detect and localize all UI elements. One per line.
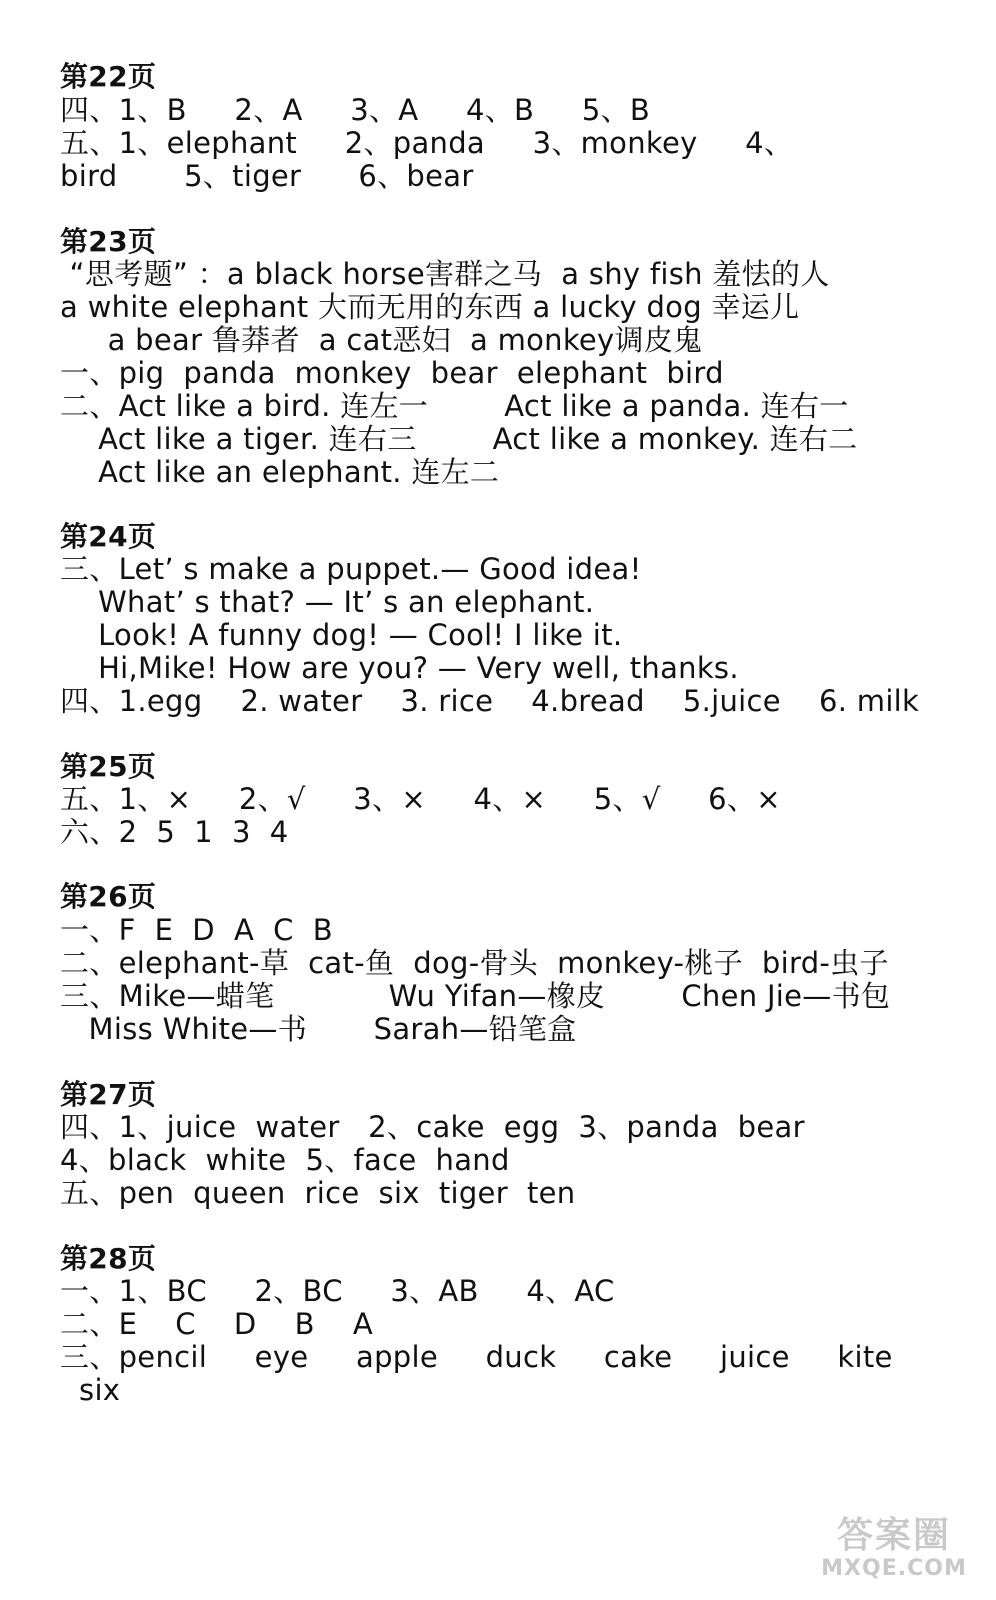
answer-line: a white elephant 大而无用的东西 a lucky dog 幸运儿 xyxy=(60,290,800,324)
answer-line: 五、pen queen rice six tiger ten xyxy=(60,1176,576,1210)
answer-line: 一、pig panda monkey bear elephant bird xyxy=(60,356,724,390)
answer-line: 二、Act like a bird. 连左一 Act like a panda. 连右一 xyxy=(60,389,849,423)
answer-line: 二、elephant-草 cat-鱼 dog-骨头 monkey-桃子 bird-虫子 xyxy=(60,946,889,980)
answer-line: “思考题” ：a black horse害群之马 a shy fish 羞怯的人 xyxy=(60,257,830,291)
answer-line: 二、E C D B A xyxy=(60,1307,374,1341)
answer-line: What’ s that? — It’ s an elephant. xyxy=(60,585,595,619)
watermark-logo-text: 答案圈 xyxy=(836,1515,951,1556)
answer-line: 三、Mike—蜡笔 Wu Yifan—橡皮 Chen Jie—书包 xyxy=(60,979,891,1013)
answer-line: bird 5、tiger 6、bear xyxy=(60,159,474,193)
answer-line: Look! A funny dog! — Cool! I like it. xyxy=(60,618,623,652)
answer-line: 三、Let’ s make a puppet.— Good idea! xyxy=(60,552,642,586)
answer-line: 4、black white 5、face hand xyxy=(60,1143,510,1177)
answer-line: Hi,Mike! How are you? — Very well, thanks. xyxy=(60,651,739,685)
answer-line: 四、1.egg 2. water 3. rice 4.bread 5.juice 6. milk xyxy=(60,684,920,718)
answer-line: 五、1、× 2、√ 3、× 4、× 5、√ 6、× xyxy=(60,782,781,816)
section-heading: 第28页 xyxy=(60,1242,157,1275)
answer-line: Act like a tiger. 连右三 Act like a monkey. 连右二 xyxy=(60,422,858,456)
answer-line: 四、1、B 2、A 3、A 4、B 5、B xyxy=(60,93,651,127)
answer-line: Act like an elephant. 连左二 xyxy=(60,455,500,489)
answer-line: Miss White—书 Sarah—铅笔盒 xyxy=(60,1012,577,1046)
answer-line: 一、1、BC 2、BC 3、AB 4、AC xyxy=(60,1274,615,1308)
answer-line: 六、2 5 1 3 4 xyxy=(60,815,289,849)
section-heading: 第24页 xyxy=(60,520,157,553)
answer-line: six xyxy=(60,1373,121,1407)
answer-line: a bear 鲁莽者 a cat恶妇 a monkey调皮鬼 xyxy=(60,323,703,357)
section-heading: 第25页 xyxy=(60,750,157,783)
answer-line: 一、F E D A C B xyxy=(60,913,333,947)
section-heading: 第22页 xyxy=(60,60,157,93)
watermark-url: MXQE.COM xyxy=(821,1556,967,1581)
section-heading: 第23页 xyxy=(60,225,157,258)
site-watermark xyxy=(814,1516,974,1586)
answer-line: 三、pencil eye apple duck cake juice kite xyxy=(60,1340,893,1374)
answer-line: 五、1、elephant 2、panda 3、monkey 4、 xyxy=(60,126,794,160)
answer-line: 四、1、juice water 2、cake egg 3、panda bear xyxy=(60,1110,805,1144)
section-heading: 第27页 xyxy=(60,1078,157,1111)
section-heading: 第26页 xyxy=(60,880,157,913)
